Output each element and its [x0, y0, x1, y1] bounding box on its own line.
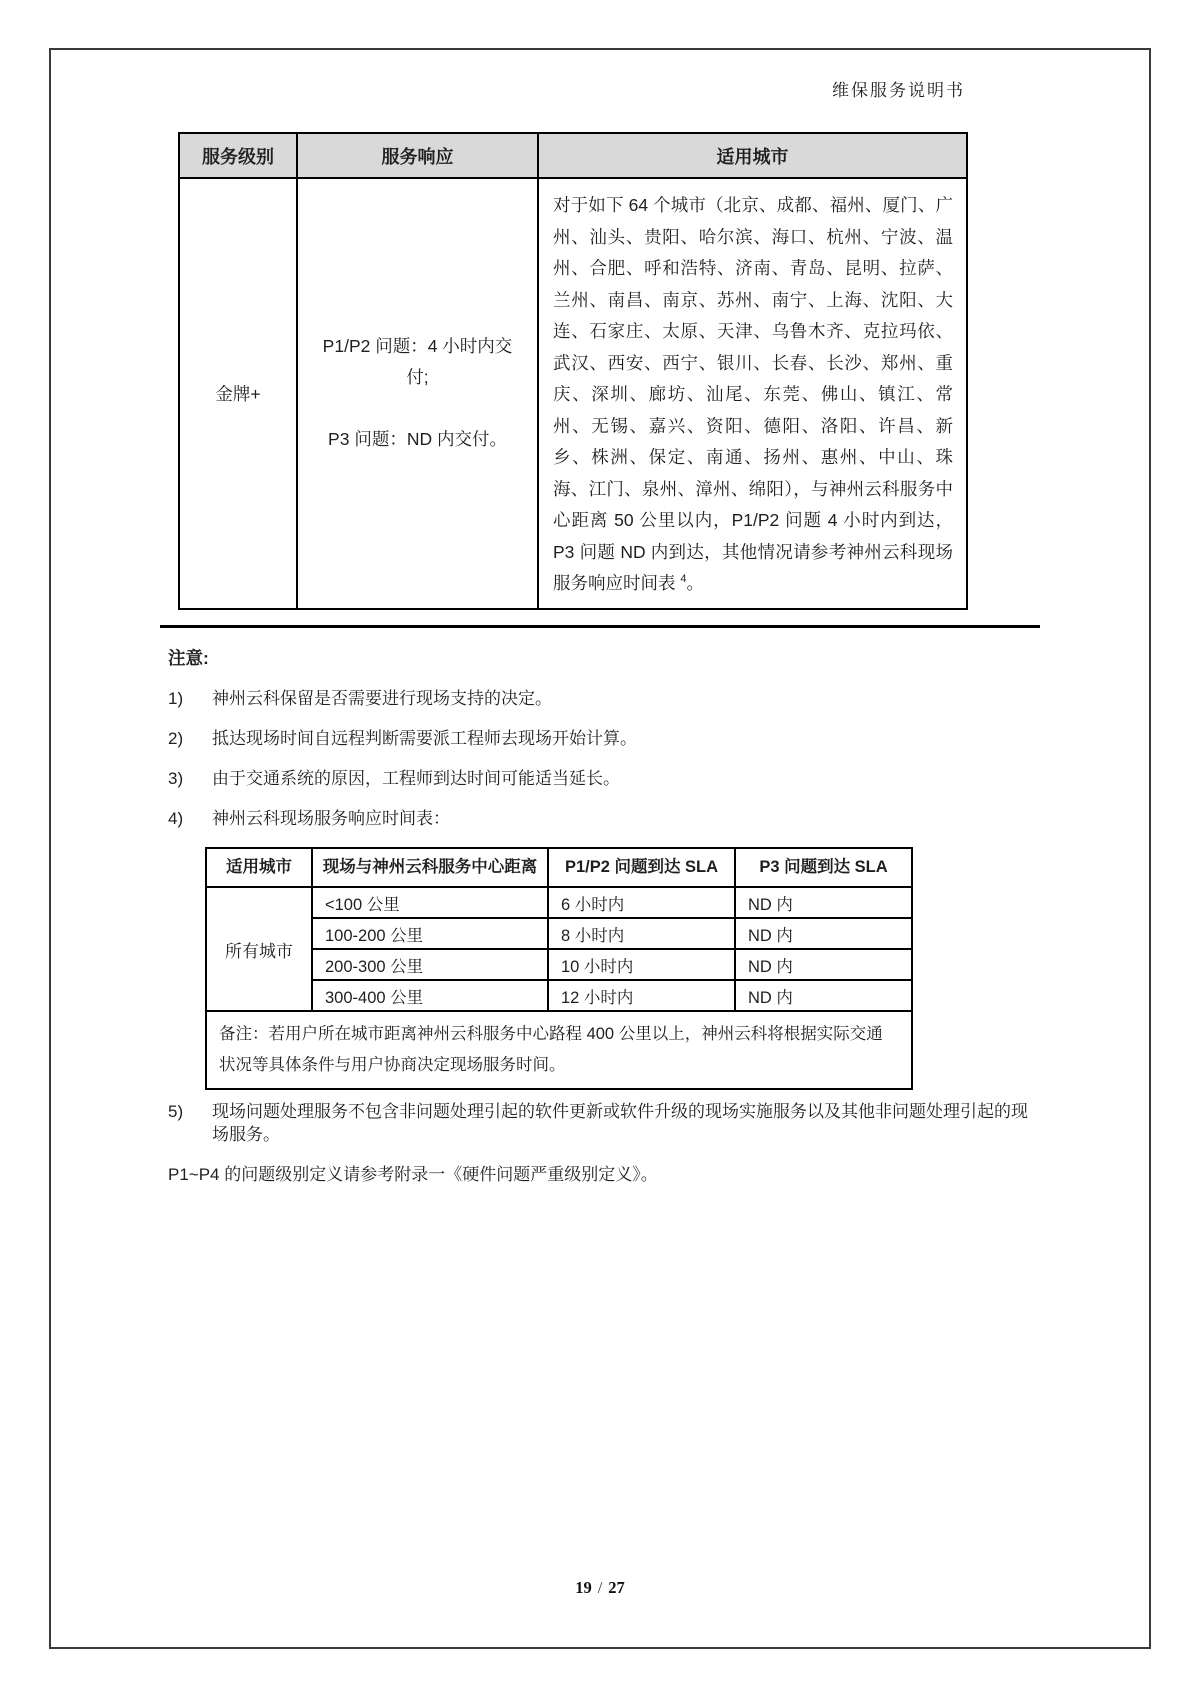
note-text: 由于交通系统的原因，工程师到达时间可能适当延长。	[212, 769, 620, 788]
city-scope-cell: 所有城市	[206, 887, 312, 1011]
cities-text-end: 。	[686, 573, 704, 593]
remark-row	[206, 1011, 912, 1089]
notes-label: 注意:	[168, 648, 209, 668]
note-text: 抵达现场时间自远程判断需要派工程师去现场开始计算。	[212, 729, 637, 748]
service-response-cell	[297, 178, 538, 609]
note-number: 3)	[168, 769, 184, 788]
p3-sla-cell: ND 内	[735, 887, 912, 918]
footnote-ref-4: 4	[680, 573, 687, 586]
note-number: 5)	[168, 1102, 184, 1121]
service-table-row	[179, 178, 967, 609]
distance-cell: 100-200 公里	[312, 918, 548, 949]
distance-cell: 300-400 公里	[312, 980, 548, 1011]
response-spacer	[316, 393, 519, 424]
table-row	[206, 949, 912, 980]
table-row	[206, 887, 912, 918]
service-table-header-row	[179, 133, 967, 178]
notes-section	[168, 645, 1042, 1186]
note-item-4	[168, 807, 1042, 830]
note-text: 现场问题处理服务不包含非问题处理引起的软件更新或软件升级的现场实施服务以及其他非问题处理引起的现场服务。	[212, 1102, 1028, 1144]
severity-definition-footnote: P1~P4 的问题级别定义请参考附录一《硬件问题严重级别定义》。	[168, 1165, 658, 1184]
distance-cell: <100 公里	[312, 887, 548, 918]
header-service-response: 服务响应	[297, 133, 538, 178]
note-item-5	[168, 1100, 1042, 1146]
note-text: 神州云科保留是否需要进行现场支持的决定。	[212, 689, 552, 708]
header-applicable-cities: 适用城市	[538, 133, 967, 178]
p12-sla-cell: 12 小时内	[548, 980, 735, 1011]
note-text: 神州云科现场服务响应时间表：	[212, 809, 450, 828]
p3-sla-cell: ND 内	[735, 980, 912, 1011]
p3-sla-cell: ND 内	[735, 918, 912, 949]
note-number: 1)	[168, 689, 184, 708]
response-time-table	[205, 847, 913, 1090]
response-line-1: P1/P2 问题：4 小时内交付;	[322, 336, 513, 388]
note-item-1	[168, 687, 1042, 710]
distance-cell: 200-300 公里	[312, 949, 548, 980]
response-time-header-row	[206, 848, 912, 887]
applicable-cities-cell	[538, 178, 967, 609]
response-line-2: P3 问题：ND 内交付。	[328, 429, 507, 450]
service-level-cell: 金牌+	[179, 178, 297, 609]
section-divider-rule	[160, 625, 1040, 628]
note-number: 2)	[168, 729, 184, 748]
page-total: 27	[608, 1578, 625, 1597]
p12-sla-cell: 10 小时内	[548, 949, 735, 980]
table-row	[206, 980, 912, 1011]
page-number	[0, 1578, 1200, 1598]
note-number: 4)	[168, 809, 184, 828]
page-current: 19	[575, 1578, 592, 1597]
remark-cell: 备注：若用户所在城市距离神州云科服务中心路程 400 公里以上，神州云科将根据实际交通状况等具体条件与用户协商决定现场服务时间。	[206, 1011, 912, 1089]
header-city-scope: 适用城市	[206, 848, 312, 887]
page-separator: /	[597, 1578, 603, 1597]
header-p12-sla: P1/P2 问题到达 SLA	[548, 848, 735, 887]
p12-sla-cell: 8 小时内	[548, 918, 735, 949]
p3-sla-cell: ND 内	[735, 949, 912, 980]
cities-text: 对于如下 64 个城市（北京、成都、福州、厦门、广州、汕头、贵阳、哈尔滨、海口、杭州、宁波、温州、合肥、呼和浩特、济南、青岛、昆明、拉萨、兰州、南昌、南京、苏州、南宁、上海、沈阳、大连、石家庄、太原、天津、乌鲁木齐、克拉玛依、武汉、西安、西宁、银川、长春、长沙、郑州、重庆、深圳、廊坊、汕尾、东莞、佛山、镇江、常州、无锡、嘉兴、资阳、德阳、洛阳、许昌、新乡、株洲、保定、南通、扬州、惠州、中山、珠海、江门、泉州、漳州、绵阳），与神州云科服务中心距离 50 公里以内，P1/P2 问题 4 小时内到达，P3 问题 ND 内到达，其他情况请参考神州云科现场服务响应时间表	[553, 195, 953, 593]
header-p3-sla: P3 问题到达 SLA	[735, 848, 912, 887]
p12-sla-cell: 6 小时内	[548, 887, 735, 918]
header-service-level: 服务级别	[179, 133, 297, 178]
header-distance: 现场与神州云科服务中心距离	[312, 848, 548, 887]
table-row	[206, 918, 912, 949]
note-item-3	[168, 767, 1042, 790]
service-level-table	[178, 132, 968, 610]
note-item-2	[168, 727, 1042, 750]
doc-header-title: 维保服务说明书	[832, 81, 965, 100]
